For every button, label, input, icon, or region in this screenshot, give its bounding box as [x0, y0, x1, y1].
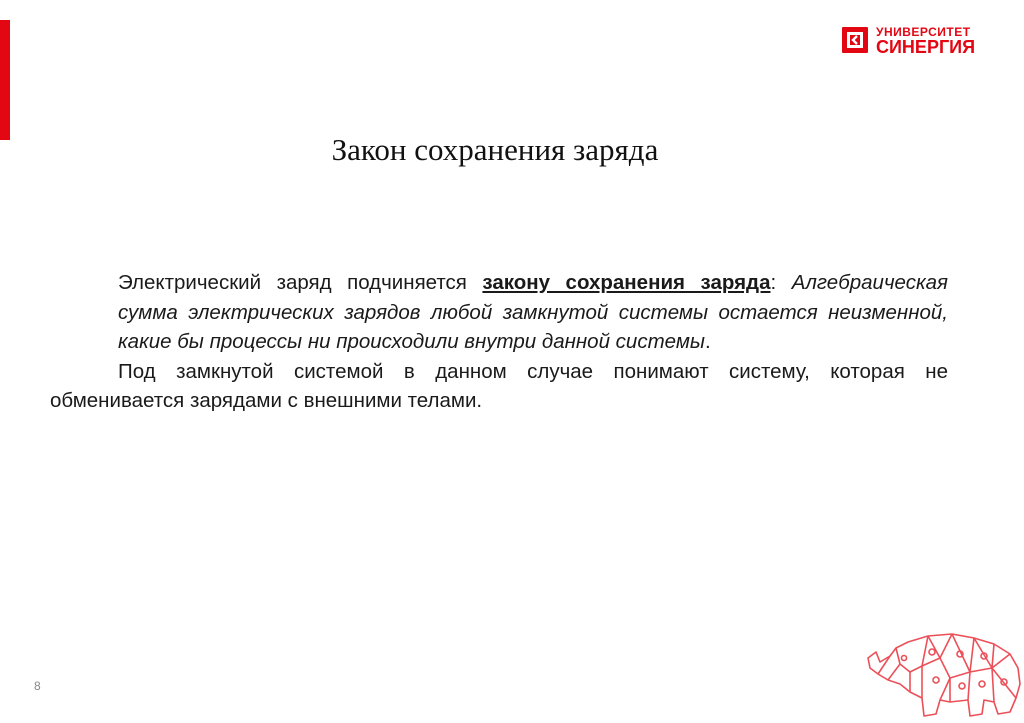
- closed-system-paragraph: Под замкнутой системой в данном случае понимают систему, которая не обменивается зарядами с внешними телами.: [50, 359, 948, 412]
- slide-title: Закон сохранения заряда: [331, 132, 659, 167]
- synergy-logo-icon: [842, 27, 868, 53]
- slide-body: [50, 268, 948, 416]
- rhino-icon: [866, 628, 1024, 723]
- law-end: .: [704, 330, 711, 353]
- page-number: 8: [34, 679, 41, 693]
- university-logo: [842, 22, 1002, 56]
- law-name: закону сохранения заряда: [482, 271, 771, 294]
- law-paragraph: [118, 268, 948, 357]
- logo-text-bottom: СИНЕРГИЯ: [876, 37, 976, 57]
- law-lead-text: Электрический заряд подчиняется: [118, 271, 483, 294]
- logo-text-top: УНИВЕРСИТЕТ: [876, 25, 971, 39]
- law-definition: Алгебраическая сумма электрических зарядов любой замкнутой системы остается неизменной, какие бы процессы ни происходили внутри данной системы: [118, 271, 948, 353]
- accent-bar: [0, 20, 10, 140]
- law-colon: :: [770, 271, 792, 294]
